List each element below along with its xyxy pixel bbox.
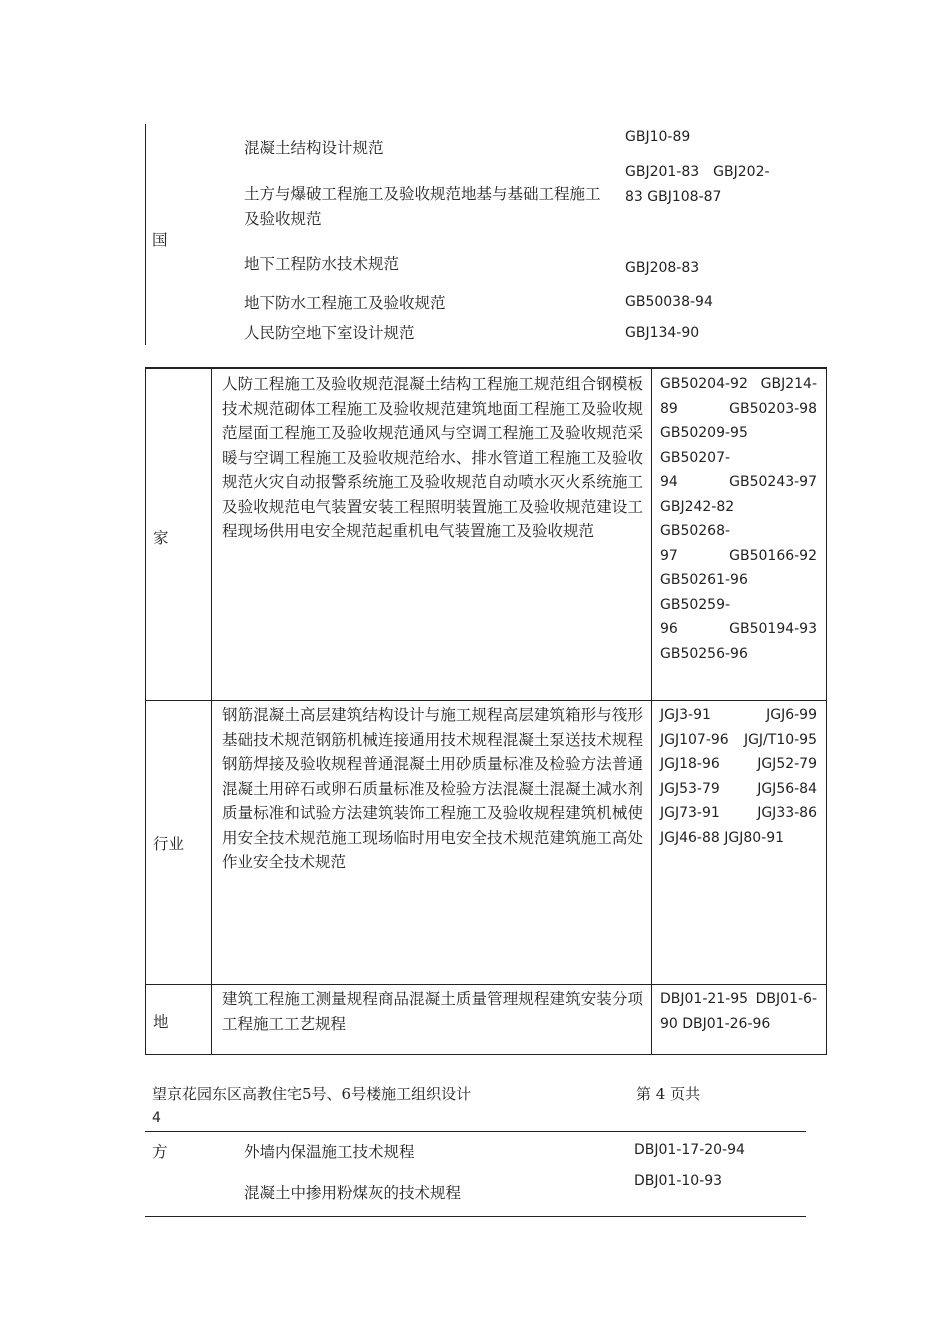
standard-name: 土方与爆破工程施工及验收规范地基与基础工程施工及验收规范 <box>244 185 601 228</box>
standard-code: GBJ201-83 GBJ202-83 GBJ108-87 <box>625 164 770 205</box>
standard-name: 外墙内保温施工技术规程 <box>244 1143 415 1161</box>
standard-name: 混凝土结构设计规范 <box>244 139 384 157</box>
standard-name: 地下工程防水技术规范 <box>244 255 400 273</box>
category-label-guo: 国 <box>152 231 168 249</box>
standard-codes-cell: JGJ3-91 JGJ6-99 JGJ107-96 JGJ/T10-95 JGJ18-96 JGJ52-79 JGJ53-79 JGJ56-84 JGJ73-91 JGJ33-86 JGJ46-88 JGJ80-91 <box>660 707 817 846</box>
standard-name: 人民防空地下室设计规范 <box>244 324 415 342</box>
standard-names-cell: 人防工程施工及验收规范混凝土结构工程施工规范组合钢模板技术规范砌体工程施工及验收规范建筑地面工程施工及验收规范屋面工程施工及验收规范通风与空调工程施工及验收规范采暖与空调工程施工及验收规范给水、排水管道工程施工及验收规范火灾自动报警系统施工及验收规范自动喷水灭火系统施工及验收规范电气装置安装工程照明装置施工及验收规范建设工程现场供用电安全规范起重机电气装置施工及验收规范 <box>222 375 643 540</box>
document-title-footer: 望京花园东区高教住宅5号、6号楼施工组织设计 <box>152 1085 472 1103</box>
category-label-fang: 方 <box>152 1143 168 1161</box>
standard-code: GBJ134-90 <box>625 325 700 341</box>
standard-name: 地下防水工程施工及验收规范 <box>244 294 446 312</box>
standard-code: DBJ01-10-93 <box>634 1173 723 1189</box>
standard-codes-cell: GB50204-92 GBJ214- 89 GB50203-98 GB50209-95 GB50207- 94 GB50243-97 GBJ242-82 GB50268- 97 GB50166-92 GB50261-96 GB50259- 96 GB50194-93 GB50256-96 <box>660 376 817 662</box>
category-label-hangye: 行业 <box>153 835 185 853</box>
page-number: 第 4 页共 <box>636 1085 701 1103</box>
category-label-jia: 家 <box>153 529 169 547</box>
standard-code: GB50038-94 <box>625 294 713 310</box>
standard-name: 混凝土中掺用粉煤灰的技术规程 <box>244 1184 462 1202</box>
standard-code: DBJ01-17-20-94 <box>634 1142 745 1158</box>
standard-codes-cell: DBJ01-21-95 DBJ01-6- 90 DBJ01-26-96 <box>660 991 817 1032</box>
standard-code: GBJ208-83 <box>625 260 700 276</box>
category-label-di: 地 <box>153 1013 169 1031</box>
section-top-rule <box>145 1131 806 1132</box>
standard-names-cell: 建筑工程施工测量规程商品混凝土质量管理规程建筑安装分项工程施工工艺规程 <box>222 990 643 1033</box>
standard-names-cell: 钢筋混凝土高层建筑结构设计与施工规程高层建筑箱形与筏形基础技术规范钢筋机械连接通用技术规程混凝土泵送技术规程钢筋焊接及验收规程普通混凝土用砂质量标准及检验方法普通混凝土用碎石或卵石质量标准及检验方法混凝土混凝土减水剂质量标准和试验方法建筑装饰工程施工及验收规程建筑机械使用安全技术规范施工现场临时用电安全技术规范建筑施工高处作业安全技术规范 <box>222 706 643 871</box>
standard-code: GBJ10-89 <box>625 129 691 145</box>
top-left-border <box>145 124 146 345</box>
page-total: 4 <box>152 1110 161 1126</box>
section-bottom-rule <box>145 1216 806 1217</box>
